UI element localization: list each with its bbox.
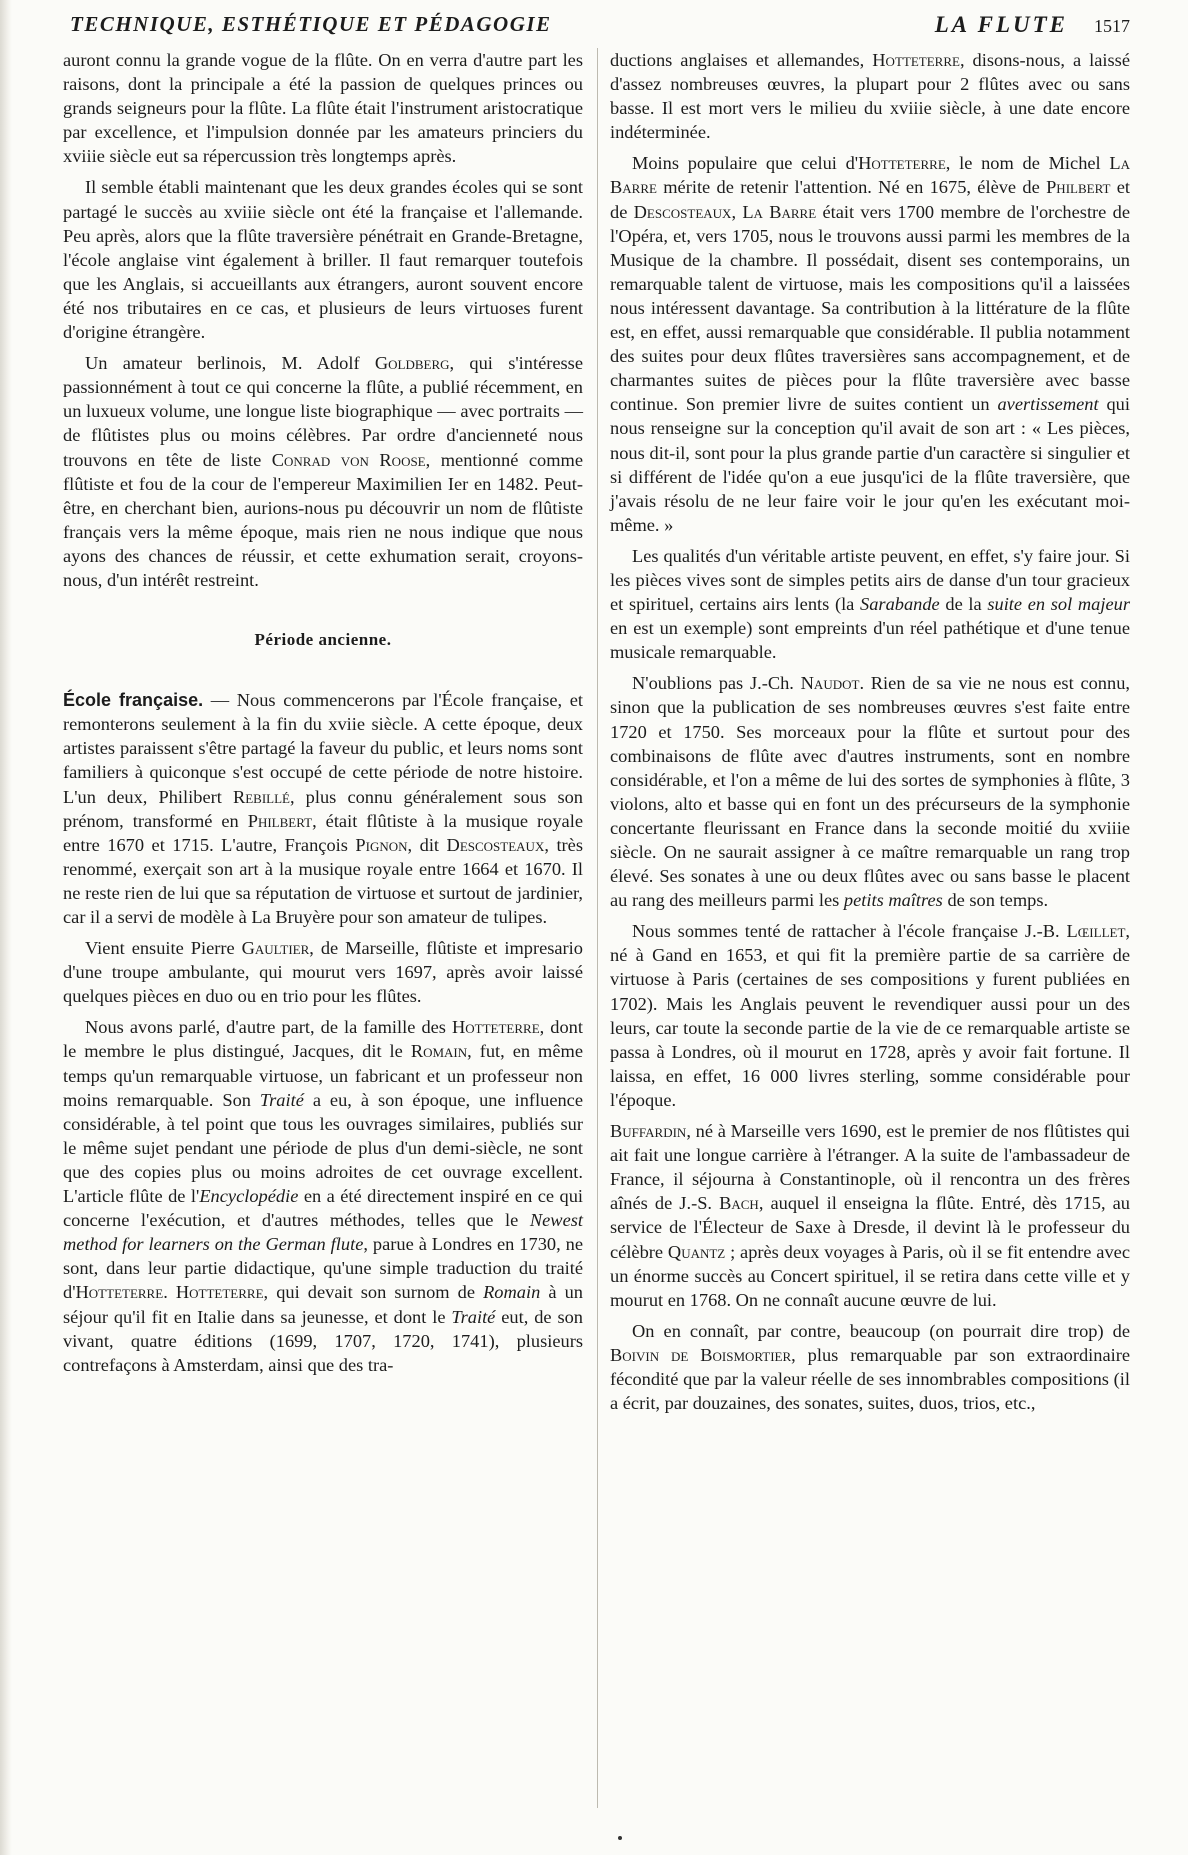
column-divider <box>597 48 598 1808</box>
page-binding-edge <box>0 0 12 1855</box>
italic-title: Newest method for learners on the German flute <box>63 1210 583 1255</box>
paragraph: N'oublions pas J.-Ch. Naudot. Rien de sa vie ne nous est connu, sinon que la publication de ses nombreuses œuvres s'est faite entre 1720 et 1750. Ses morceaux pour la flûte et surtout pour des combinaisons de flûte avec d'autres instruments, sont en nombre considérable, et l'on a même de lui des sortes de symphonies à flûte, 3 violons, alto et basse qui en font un des précurseurs de la symphonie concertante fleurissant en France dans la seconde moitié du xviiie siècle. On ne saurait assigner à ce maître remarquable un rang trop élevé. Ses sonates à une ou deux flûtes avec ou sans basse le placent au rang des meilleurs parmi les petits maîtres de son temps. <box>610 673 1130 911</box>
paragraph: Moins populaire que celui d'Hotteterre, le nom de Michel La Barre mérite de retenir l'attention. Né en 1675, élève de Philbert et de Descosteaux, La Barre était vers 1700 membre de l'orchestre de l'Opéra, et, vers 1705, nous le trouvons aussi parmi les membres de la Musique de la chambre. Il possédait, disent ses contemporains, un remarquable talent de virtuose, mais les compositions qu'il a laissées nous intéressent davantage. Sa contribution à la littérature de la flûte est, en effet, aussi remarquable que considérable. Il publia notamment des suites pour deux flûtes traversières sans accompagnement, et de charmantes suites de pièces pour la flûte traversière avec basse continue. Son premier livre de suites contient un avertissement qui nous renseigne sur la conception qu'il avait de son art : « Les pièces, nous dit-il, sont pour la plus grande partie d'un caractère si singulier et si différent de l'idée qu'on a eue jusqu'ici de la flûte traversière, que j'avais résolu de ne leur faire voir le jour qu'en les exécutant moi-même. » <box>610 153 1131 535</box>
paragraph: École française. — Nous commencerons par l'École française, et remonterons seulement à la fin du xviie siècle. A cette époque, deux artistes paraissent s'être partagé la faveur du public, et leurs noms sont familiers à quiconque s'est occupé de cette période de notre histoire. L'un deux, Philibert Rebillé, plus connu généralement sous son prénom, transformé en Philbert, était flûtiste à la musique royale entre 1670 et 1715. L'autre, François Pignon, dit Descosteaux, très renommé, exerçait son art à la musique royale entre 1664 et 1670. Il ne reste rien de lui que sa réputation de virtuose et surtout de jardinier, car il a servi de modèle à La Bruyère pour son amateur de tulipes. <box>63 690 583 927</box>
paragraph: ductions anglaises et allemandes, Hotteterre, disons-nous, a laissé d'assez nombreuses œuvres, la plupart pour 2 flûtes avec ou sans basse. Il est mort vers le milieu du xviiie siècle, à une date encore indéterminée. <box>610 50 1131 143</box>
person-name: Quantz <box>667 1241 726 1262</box>
paragraph: Un amateur berlinois, M. Adolf Goldberg, qui s'intéresse passionnément à tout ce qui concerne la flûte, a publié récemment, en un luxueux volume, une longue liste biographique — avec portraits — de flûtistes plus ou moins célèbres. Par ordre d'ancienneté nous trouvons en tête de liste Conrad von Roose, mentionné comme flûtiste et fou de la cour de l'empereur Maximilien Ier en 1482. Peut-être, en cherchant bien, aurions-nous pu découvrir un nom de flûtiste français vers la même époque, mais rien ne nous indique que nous ayons des chances de réussir, et cette exhumation serait, croyons-nous, d'un intérêt restreint. <box>63 353 584 590</box>
italic-title: suite en sol majeur <box>987 594 1130 615</box>
italic-title: Encyclopédie <box>199 1186 299 1207</box>
person-name: Philbert <box>1046 177 1111 198</box>
paragraph: Buffardin, né à Marseille vers 1690, est le premier de nos flûtistes qui ait fait une longue carrière à l'étranger. A la suite de l'ambassadeur de France, il séjourna à Constantinople, où il rencontra un des frères aînés de J.-S. Bach, auquel il enseigna la flûte. Entré, dès 1715, au service de l'Électeur de Saxe à Dresde, il devint là le professeur du célèbre Quantz ; après deux voyages à Paris, où il se fit entendre avec un énorme succès au Concert spirituel, il se retira dans cette ville et y mourut en 1768. On ne connaît aucune œuvre de lui. <box>610 1121 1130 1310</box>
paragraph: Vient ensuite Pierre Gaultier, de Marseille, flûtiste et impresario d'une troupe ambulante, qui mourut vers 1697, après avoir laissé quelques pièces en duo ou en trio pour les flûtes. <box>63 938 583 1007</box>
italic-title: avertissement <box>997 394 1099 415</box>
person-name: Gaultier <box>241 938 310 959</box>
subsection-title: École française. <box>63 690 204 711</box>
section-heading: Période ancienne. <box>254 630 392 650</box>
person-name: Descosteaux <box>633 201 732 222</box>
paragraph: Nous sommes tenté de rattacher à l'école française J.-B. Lœillet, né à Gand en 1653, et qui fit la première partie de sa carrière de virtuose à Paris (certaines de ses compositions y furent publiées en 1702). Mais les Anglais peuvent le revendiquer aussi pour un des leurs, car toute la seconde partie de la vie de ce remarquable artiste se passa à Londres, où il mourut en 1728, après y avoir fait fortune. Il laissa, en effet, 16 000 livres sterling, somme considérable pour l'époque. <box>610 921 1130 1110</box>
running-header <box>70 8 1130 48</box>
person-name: La Barre <box>610 153 1130 198</box>
person-name: Hotteterre <box>175 1282 264 1303</box>
left-column <box>63 48 583 1384</box>
paragraph: auront connu la grande vogue de la flûte. On en verra d'autre part les raisons, dont la principale a été la passion de quelques princes ou grands seigneurs pour la flûte. La flûte était l'instrument aristocratique par excellence, et l'impulsion donnée par les amateurs princiers du xviiie siècle eut sa répercussion très longtemps après. <box>63 50 583 167</box>
ink-speck <box>618 1836 622 1840</box>
italic-title: Sarabande <box>860 594 940 615</box>
person-name: Boivin de Boismortier <box>610 1344 792 1365</box>
person-name: Pignon <box>355 834 408 855</box>
person-name: Hotteterre <box>872 50 960 70</box>
person-name: Descosteaux <box>446 834 545 855</box>
italic-title: Traité <box>259 1089 304 1110</box>
italic-title: Romain <box>483 1282 541 1303</box>
person-name: Naudot <box>800 673 860 694</box>
person-name: Rebillé <box>232 786 290 807</box>
page-number: 1517 <box>1094 16 1130 36</box>
person-name: Buffardin <box>610 1121 687 1142</box>
person-name: Conrad von Roose <box>271 449 426 470</box>
italic-title: petits maîtres <box>843 890 943 911</box>
header-section-title: TECHNIQUE, ESTHÉTIQUE ET PÉDAGOGIE <box>70 12 552 36</box>
person-name: La Barre <box>742 201 817 222</box>
paragraph: Les qualités d'un véritable artiste peuvent, en effet, s'y faire jour. Si les pièces vives sont de simples petits airs de danse d'un tour gracieux et spirituel, certains airs lents (la Sarabande de la suite en sol majeur en est un exemple) sont empreints d'un réel pathétique et d'une tenue musicale remarquable. <box>610 545 1130 663</box>
person-name: Philbert <box>247 810 313 831</box>
italic-title: Traité <box>451 1306 496 1327</box>
paragraph: Nous avons parlé, d'autre part, de la famille des Hotteterre, dont le membre le plus distingué, Jacques, dit le Romain, fut, en même temps qu'un remarquable virtuose, un fabricant et un professeur non moins remarquable. Son Traité a eu, à son époque, une influence considérable, à tel point que tous les ouvrages similaires, publiés sur le même sujet pendant une période de plus d'un demi-siècle, ne sont que des copies plus ou moins adroites de cet ouvrage excellent. L'article flûte de l'Encyclopédie en a été directement inspiré en ce qui concerne l'exécution, et d'autres méthodes, telles que le Newest method for learners on the German flute, parue à Londres en 1730, ne sont, dans leur partie didactique, qu'une simple traduction du traité d'Hotteterre. Hotteterre, qui devait son surnom de Romain à un séjour qu'il fit en Italie dans sa jeunesse, et dont le Traité eut, de son vivant, quatre éditions (1699, 1707, 1720, 1741), plusieurs contrefaçons à Amsterdam, ainsi que des tra- <box>63 1017 584 1375</box>
person-name: Romain <box>410 1041 468 1062</box>
paragraph: On en connaît, par contre, beaucoup (on pourrait dire trop) de Boivin de Boismortier, plus remarquable par son extraordinaire fécondité que par la valeur réelle de ses innombrables compositions (il a écrit, par douzaines, des sonates, suites, duos, trios, etc., <box>610 1320 1131 1414</box>
person-name: Bach <box>719 1193 759 1214</box>
person-name: Goldberg <box>374 353 450 374</box>
person-name: Hotteterre <box>75 1282 164 1303</box>
person-name: Lœillet <box>1066 921 1126 942</box>
paragraph: Il semble établi maintenant que les deux grandes écoles qui se sont partagé le succès au xviiie siècle ont été la française et l'allemande. Peu après, alors que la flûte traversière pénétrait en Grande-Bretagne, l'école anglaise vint également à briller. Il faut remarquer toutefois que les Anglais, si accueillants aux étrangers, auront souvent encore été nos tributaires en ce cas, et plusieurs de leurs virtuoses furent d'origine étrangère. <box>63 177 583 343</box>
header-chapter-title: LA FLUTE <box>934 12 1068 37</box>
person-name: Hotteterre <box>452 1017 540 1038</box>
right-column <box>610 48 1130 1422</box>
person-name: Hotteterre <box>858 153 946 174</box>
